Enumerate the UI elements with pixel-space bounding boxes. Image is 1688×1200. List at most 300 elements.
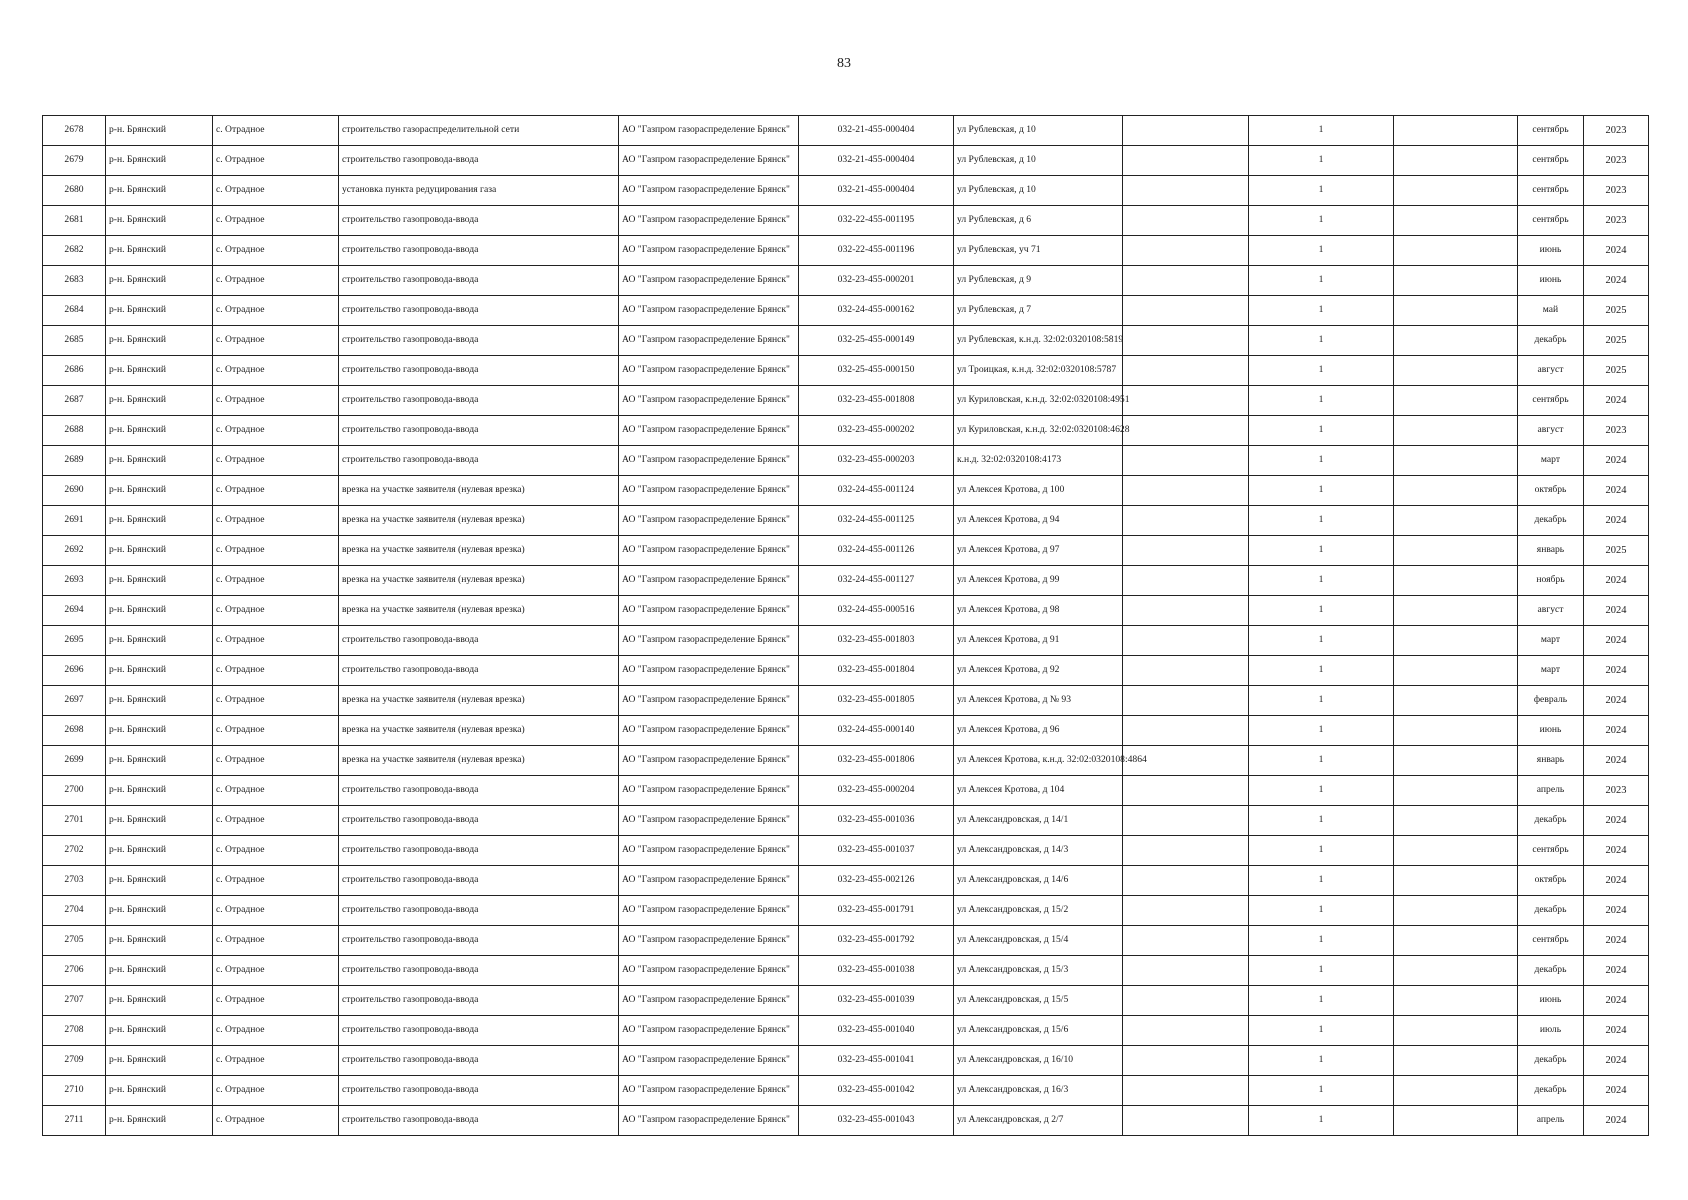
organization-cell: АО "Газпром газораспределение Брянск" xyxy=(619,596,799,626)
application-code-cell: 032-25-455-000150 xyxy=(799,356,954,386)
application-code-cell: 032-21-455-000404 xyxy=(799,116,954,146)
quantity-cell: 1 xyxy=(1249,1016,1394,1046)
empty-cell xyxy=(1394,686,1518,716)
empty-cell xyxy=(1123,236,1249,266)
empty-cell xyxy=(1394,776,1518,806)
locality-cell: с. Отрадное xyxy=(213,446,339,476)
application-code-cell: 032-23-455-001791 xyxy=(799,896,954,926)
address-cell: ул Рублевская, уч 71 xyxy=(954,236,1123,266)
application-code-cell: 032-24-455-000516 xyxy=(799,596,954,626)
locality-cell: с. Отрадное xyxy=(213,206,339,236)
table-row xyxy=(43,236,1649,266)
work-type-cell: строительство газопровода-ввода xyxy=(339,266,619,296)
row-number: 2708 xyxy=(43,1016,106,1046)
month-cell: сентябрь xyxy=(1518,926,1584,956)
table-row xyxy=(43,296,1649,326)
year-cell: 2023 xyxy=(1584,206,1649,236)
locality-cell: с. Отрадное xyxy=(213,596,339,626)
work-type-cell: строительство газопровода-ввода xyxy=(339,1046,619,1076)
quantity-cell: 1 xyxy=(1249,1106,1394,1136)
quantity-cell: 1 xyxy=(1249,746,1394,776)
district-cell: р-н. Брянский xyxy=(106,446,213,476)
table-row xyxy=(43,446,1649,476)
quantity-cell: 1 xyxy=(1249,476,1394,506)
address-cell: ул Алексея Кротова, д 96 xyxy=(954,716,1123,746)
row-number: 2711 xyxy=(43,1106,106,1136)
empty-cell xyxy=(1123,386,1249,416)
locality-cell: с. Отрадное xyxy=(213,716,339,746)
application-code-cell: 032-23-455-000202 xyxy=(799,416,954,446)
district-cell: р-н. Брянский xyxy=(106,656,213,686)
month-cell: август xyxy=(1518,356,1584,386)
month-cell: сентябрь xyxy=(1518,146,1584,176)
organization-cell: АО "Газпром газораспределение Брянск" xyxy=(619,806,799,836)
address-cell: ул Александровская, д 14/1 xyxy=(954,806,1123,836)
address-cell: ул Александровская, д 14/6 xyxy=(954,866,1123,896)
empty-cell xyxy=(1394,506,1518,536)
address-cell: ул Александровская, д 14/3 xyxy=(954,836,1123,866)
address-cell: ул Рублевская, д 10 xyxy=(954,176,1123,206)
organization-cell: АО "Газпром газораспределение Брянск" xyxy=(619,146,799,176)
address-cell: ул Александровская, д 2/7 xyxy=(954,1106,1123,1136)
empty-cell xyxy=(1123,806,1249,836)
application-code-cell: 032-23-455-001040 xyxy=(799,1016,954,1046)
district-cell: р-н. Брянский xyxy=(106,866,213,896)
organization-cell: АО "Газпром газораспределение Брянск" xyxy=(619,506,799,536)
empty-cell xyxy=(1123,836,1249,866)
year-cell: 2025 xyxy=(1584,296,1649,326)
district-cell: р-н. Брянский xyxy=(106,896,213,926)
empty-cell xyxy=(1394,176,1518,206)
empty-cell xyxy=(1123,1046,1249,1076)
row-number: 2705 xyxy=(43,926,106,956)
work-type-cell: строительство газораспределительной сети xyxy=(339,116,619,146)
empty-cell xyxy=(1394,266,1518,296)
district-cell: р-н. Брянский xyxy=(106,386,213,416)
quantity-cell: 1 xyxy=(1249,986,1394,1016)
quantity-cell: 1 xyxy=(1249,896,1394,926)
row-number: 2680 xyxy=(43,176,106,206)
table-row xyxy=(43,1046,1649,1076)
empty-cell xyxy=(1123,266,1249,296)
empty-cell xyxy=(1123,596,1249,626)
application-code-cell: 032-24-455-001126 xyxy=(799,536,954,566)
organization-cell: АО "Газпром газораспределение Брянск" xyxy=(619,416,799,446)
organization-cell: АО "Газпром газораспределение Брянск" xyxy=(619,1046,799,1076)
month-cell: декабрь xyxy=(1518,956,1584,986)
empty-cell xyxy=(1123,416,1249,446)
address-cell: ул Алексея Кротова, д 100 xyxy=(954,476,1123,506)
month-cell: сентябрь xyxy=(1518,116,1584,146)
month-cell: март xyxy=(1518,626,1584,656)
page-number: 83 xyxy=(837,56,851,71)
month-cell: сентябрь xyxy=(1518,176,1584,206)
table-row xyxy=(43,476,1649,506)
empty-cell xyxy=(1123,116,1249,146)
empty-cell xyxy=(1394,986,1518,1016)
work-type-cell: строительство газопровода-ввода xyxy=(339,446,619,476)
district-cell: р-н. Брянский xyxy=(106,746,213,776)
work-type-cell: строительство газопровода-ввода xyxy=(339,986,619,1016)
application-code-cell: 032-23-455-001043 xyxy=(799,1106,954,1136)
month-cell: июнь xyxy=(1518,266,1584,296)
row-number: 2706 xyxy=(43,956,106,986)
empty-cell xyxy=(1394,236,1518,266)
locality-cell: с. Отрадное xyxy=(213,536,339,566)
organization-cell: АО "Газпром газораспределение Брянск" xyxy=(619,746,799,776)
empty-cell xyxy=(1123,656,1249,686)
locality-cell: с. Отрадное xyxy=(213,986,339,1016)
work-type-cell: строительство газопровода-ввода xyxy=(339,386,619,416)
empty-cell xyxy=(1394,1046,1518,1076)
district-cell: р-н. Брянский xyxy=(106,686,213,716)
month-cell: июль xyxy=(1518,1016,1584,1046)
row-number: 2697 xyxy=(43,686,106,716)
month-cell: декабрь xyxy=(1518,506,1584,536)
table-row xyxy=(43,1106,1649,1136)
table-row xyxy=(43,266,1649,296)
organization-cell: АО "Газпром газораспределение Брянск" xyxy=(619,896,799,926)
month-cell: октябрь xyxy=(1518,866,1584,896)
empty-cell xyxy=(1394,296,1518,326)
work-type-cell: строительство газопровода-ввода xyxy=(339,416,619,446)
month-cell: декабрь xyxy=(1518,1076,1584,1106)
locality-cell: с. Отрадное xyxy=(213,1106,339,1136)
organization-cell: АО "Газпром газораспределение Брянск" xyxy=(619,926,799,956)
locality-cell: с. Отрадное xyxy=(213,326,339,356)
organization-cell: АО "Газпром газораспределение Брянск" xyxy=(619,326,799,356)
table-row xyxy=(43,746,1649,776)
quantity-cell: 1 xyxy=(1249,506,1394,536)
row-number: 2707 xyxy=(43,986,106,1016)
month-cell: сентябрь xyxy=(1518,836,1584,866)
year-cell: 2025 xyxy=(1584,326,1649,356)
address-cell: ул Алексея Кротова, д 92 xyxy=(954,656,1123,686)
quantity-cell: 1 xyxy=(1249,596,1394,626)
year-cell: 2024 xyxy=(1584,836,1649,866)
row-number: 2703 xyxy=(43,866,106,896)
table-row xyxy=(43,596,1649,626)
quantity-cell: 1 xyxy=(1249,656,1394,686)
month-cell: февраль xyxy=(1518,686,1584,716)
organization-cell: АО "Газпром газораспределение Брянск" xyxy=(619,656,799,686)
organization-cell: АО "Газпром газораспределение Брянск" xyxy=(619,866,799,896)
row-number: 2702 xyxy=(43,836,106,866)
year-cell: 2024 xyxy=(1584,926,1649,956)
quantity-cell: 1 xyxy=(1249,866,1394,896)
month-cell: сентябрь xyxy=(1518,386,1584,416)
empty-cell xyxy=(1123,566,1249,596)
locality-cell: с. Отрадное xyxy=(213,956,339,986)
address-cell: ул Троицкая, к.н.д. 32:02:0320108:5787 xyxy=(954,356,1123,386)
application-code-cell: 032-25-455-000149 xyxy=(799,326,954,356)
year-cell: 2024 xyxy=(1584,476,1649,506)
empty-cell xyxy=(1394,836,1518,866)
district-cell: р-н. Брянский xyxy=(106,356,213,386)
empty-cell xyxy=(1394,896,1518,926)
work-type-cell: строительство газопровода-ввода xyxy=(339,896,619,926)
work-type-cell: врезка на участке заявителя (нулевая врезка) xyxy=(339,596,619,626)
row-number: 2710 xyxy=(43,1076,106,1106)
application-code-cell: 032-24-455-000140 xyxy=(799,716,954,746)
table-row xyxy=(43,356,1649,386)
district-cell: р-н. Брянский xyxy=(106,1106,213,1136)
month-cell: март xyxy=(1518,446,1584,476)
organization-cell: АО "Газпром газораспределение Брянск" xyxy=(619,536,799,566)
quantity-cell: 1 xyxy=(1249,446,1394,476)
year-cell: 2025 xyxy=(1584,536,1649,566)
empty-cell xyxy=(1394,326,1518,356)
address-cell: ул Рублевская, д 7 xyxy=(954,296,1123,326)
table-row xyxy=(43,386,1649,416)
district-cell: р-н. Брянский xyxy=(106,296,213,326)
month-cell: ноябрь xyxy=(1518,566,1584,596)
address-cell: ул Рублевская, д 10 xyxy=(954,146,1123,176)
locality-cell: с. Отрадное xyxy=(213,656,339,686)
row-number: 2696 xyxy=(43,656,106,686)
row-number: 2684 xyxy=(43,296,106,326)
district-cell: р-н. Брянский xyxy=(106,986,213,1016)
district-cell: р-н. Брянский xyxy=(106,236,213,266)
organization-cell: АО "Газпром газораспределение Брянск" xyxy=(619,176,799,206)
empty-cell xyxy=(1394,866,1518,896)
empty-cell xyxy=(1123,716,1249,746)
locality-cell: с. Отрадное xyxy=(213,116,339,146)
locality-cell: с. Отрадное xyxy=(213,266,339,296)
row-number: 2690 xyxy=(43,476,106,506)
address-cell: ул Рублевская, д 9 xyxy=(954,266,1123,296)
application-code-cell: 032-23-455-001792 xyxy=(799,926,954,956)
year-cell: 2024 xyxy=(1584,506,1649,536)
work-type-cell: строительство газопровода-ввода xyxy=(339,1016,619,1046)
work-type-cell: строительство газопровода-ввода xyxy=(339,626,619,656)
organization-cell: АО "Газпром газораспределение Брянск" xyxy=(619,386,799,416)
work-type-cell: строительство газопровода-ввода xyxy=(339,866,619,896)
empty-cell xyxy=(1123,896,1249,926)
month-cell: июнь xyxy=(1518,716,1584,746)
month-cell: декабрь xyxy=(1518,806,1584,836)
row-number: 2693 xyxy=(43,566,106,596)
empty-cell xyxy=(1394,926,1518,956)
address-cell: ул Алексея Кротова, д № 93 xyxy=(954,686,1123,716)
address-cell: ул Алексея Кротова, д 98 xyxy=(954,596,1123,626)
quantity-cell: 1 xyxy=(1249,1046,1394,1076)
table-row xyxy=(43,956,1649,986)
row-number: 2700 xyxy=(43,776,106,806)
application-code-cell: 032-23-455-001037 xyxy=(799,836,954,866)
application-code-cell: 032-24-455-001127 xyxy=(799,566,954,596)
district-cell: р-н. Брянский xyxy=(106,416,213,446)
quantity-cell: 1 xyxy=(1249,326,1394,356)
district-cell: р-н. Брянский xyxy=(106,266,213,296)
quantity-cell: 1 xyxy=(1249,626,1394,656)
month-cell: сентябрь xyxy=(1518,206,1584,236)
table-row xyxy=(43,776,1649,806)
address-cell: ул Рублевская, к.н.д. 32:02:0320108:5819 xyxy=(954,326,1123,356)
address-cell: ул Куриловская, к.н.д. 32:02:0320108:4628 xyxy=(954,416,1123,446)
address-cell: ул Рублевская, д 6 xyxy=(954,206,1123,236)
month-cell: август xyxy=(1518,416,1584,446)
empty-cell xyxy=(1394,716,1518,746)
row-number: 2698 xyxy=(43,716,106,746)
organization-cell: АО "Газпром газораспределение Брянск" xyxy=(619,116,799,146)
work-type-cell: строительство газопровода-ввода xyxy=(339,806,619,836)
year-cell: 2024 xyxy=(1584,806,1649,836)
organization-cell: АО "Газпром газораспределение Брянск" xyxy=(619,716,799,746)
work-type-cell: врезка на участке заявителя (нулевая врезка) xyxy=(339,566,619,596)
empty-cell xyxy=(1394,1106,1518,1136)
locality-cell: с. Отрадное xyxy=(213,806,339,836)
work-type-cell: строительство газопровода-ввода xyxy=(339,656,619,686)
year-cell: 2024 xyxy=(1584,266,1649,296)
locality-cell: с. Отрадное xyxy=(213,566,339,596)
empty-cell xyxy=(1123,476,1249,506)
application-code-cell: 032-22-455-001196 xyxy=(799,236,954,266)
quantity-cell: 1 xyxy=(1249,566,1394,596)
year-cell: 2024 xyxy=(1584,896,1649,926)
quantity-cell: 1 xyxy=(1249,266,1394,296)
organization-cell: АО "Газпром газораспределение Брянск" xyxy=(619,236,799,266)
application-code-cell: 032-23-455-001806 xyxy=(799,746,954,776)
year-cell: 2024 xyxy=(1584,986,1649,1016)
address-cell: ул Рублевская, д 10 xyxy=(954,116,1123,146)
row-number: 2682 xyxy=(43,236,106,266)
year-cell: 2025 xyxy=(1584,356,1649,386)
empty-cell xyxy=(1394,146,1518,176)
district-cell: р-н. Брянский xyxy=(106,146,213,176)
district-cell: р-н. Брянский xyxy=(106,596,213,626)
row-number: 2709 xyxy=(43,1046,106,1076)
organization-cell: АО "Газпром газораспределение Брянск" xyxy=(619,206,799,236)
application-code-cell: 032-23-455-001041 xyxy=(799,1046,954,1076)
gasification-schedule-table xyxy=(42,115,1649,1136)
address-cell: ул Александровская, д 15/4 xyxy=(954,926,1123,956)
year-cell: 2024 xyxy=(1584,1016,1649,1046)
locality-cell: с. Отрадное xyxy=(213,926,339,956)
district-cell: р-н. Брянский xyxy=(106,566,213,596)
locality-cell: с. Отрадное xyxy=(213,386,339,416)
quantity-cell: 1 xyxy=(1249,236,1394,266)
application-code-cell: 032-23-455-001036 xyxy=(799,806,954,836)
table-row xyxy=(43,896,1649,926)
quantity-cell: 1 xyxy=(1249,716,1394,746)
row-number: 2686 xyxy=(43,356,106,386)
row-number: 2685 xyxy=(43,326,106,356)
address-cell: ул Алексея Кротова, д 99 xyxy=(954,566,1123,596)
application-code-cell: 032-23-455-001803 xyxy=(799,626,954,656)
table-row xyxy=(43,836,1649,866)
year-cell: 2023 xyxy=(1584,116,1649,146)
district-cell: р-н. Брянский xyxy=(106,716,213,746)
row-number: 2683 xyxy=(43,266,106,296)
empty-cell xyxy=(1394,356,1518,386)
organization-cell: АО "Газпром газораспределение Брянск" xyxy=(619,956,799,986)
quantity-cell: 1 xyxy=(1249,536,1394,566)
application-code-cell: 032-24-455-001125 xyxy=(799,506,954,536)
district-cell: р-н. Брянский xyxy=(106,776,213,806)
address-cell: ул Алексея Кротова, д 91 xyxy=(954,626,1123,656)
table-body xyxy=(43,116,1649,1136)
application-code-cell: 032-23-455-001808 xyxy=(799,386,954,416)
empty-cell xyxy=(1123,506,1249,536)
organization-cell: АО "Газпром газораспределение Брянск" xyxy=(619,356,799,386)
work-type-cell: установка пункта редуцирования газа xyxy=(339,176,619,206)
empty-cell xyxy=(1394,416,1518,446)
empty-cell xyxy=(1123,686,1249,716)
work-type-cell: строительство газопровода-ввода xyxy=(339,296,619,326)
month-cell: январь xyxy=(1518,536,1584,566)
row-number: 2679 xyxy=(43,146,106,176)
quantity-cell: 1 xyxy=(1249,806,1394,836)
work-type-cell: строительство газопровода-ввода xyxy=(339,356,619,386)
row-number: 2678 xyxy=(43,116,106,146)
month-cell: декабрь xyxy=(1518,326,1584,356)
year-cell: 2023 xyxy=(1584,416,1649,446)
quantity-cell: 1 xyxy=(1249,416,1394,446)
quantity-cell: 1 xyxy=(1249,956,1394,986)
application-code-cell: 032-23-455-001039 xyxy=(799,986,954,1016)
application-code-cell: 032-22-455-001195 xyxy=(799,206,954,236)
organization-cell: АО "Газпром газораспределение Брянск" xyxy=(619,1106,799,1136)
year-cell: 2024 xyxy=(1584,746,1649,776)
month-cell: декабрь xyxy=(1518,896,1584,926)
quantity-cell: 1 xyxy=(1249,116,1394,146)
address-cell: ул Александровская, д 15/3 xyxy=(954,956,1123,986)
locality-cell: с. Отрадное xyxy=(213,896,339,926)
address-cell: ул Алексея Кротова, д 94 xyxy=(954,506,1123,536)
district-cell: р-н. Брянский xyxy=(106,836,213,866)
work-type-cell: врезка на участке заявителя (нулевая врезка) xyxy=(339,746,619,776)
month-cell: октябрь xyxy=(1518,476,1584,506)
application-code-cell: 032-23-455-001804 xyxy=(799,656,954,686)
district-cell: р-н. Брянский xyxy=(106,506,213,536)
locality-cell: с. Отрадное xyxy=(213,1076,339,1106)
table-row xyxy=(43,1016,1649,1046)
district-cell: р-н. Брянский xyxy=(106,176,213,206)
empty-cell xyxy=(1394,656,1518,686)
application-code-cell: 032-23-455-000204 xyxy=(799,776,954,806)
locality-cell: с. Отрадное xyxy=(213,626,339,656)
locality-cell: с. Отрадное xyxy=(213,476,339,506)
district-cell: р-н. Брянский xyxy=(106,926,213,956)
quantity-cell: 1 xyxy=(1249,176,1394,206)
work-type-cell: строительство газопровода-ввода xyxy=(339,776,619,806)
year-cell: 2023 xyxy=(1584,176,1649,206)
table-row xyxy=(43,536,1649,566)
row-number: 2691 xyxy=(43,506,106,536)
locality-cell: с. Отрадное xyxy=(213,866,339,896)
district-cell: р-н. Брянский xyxy=(106,536,213,566)
year-cell: 2024 xyxy=(1584,686,1649,716)
address-cell: ул Александровская, д 15/2 xyxy=(954,896,1123,926)
organization-cell: АО "Газпром газораспределение Брянск" xyxy=(619,296,799,326)
table-row xyxy=(43,146,1649,176)
year-cell: 2024 xyxy=(1584,716,1649,746)
empty-cell xyxy=(1394,1016,1518,1046)
application-code-cell: 032-21-455-000404 xyxy=(799,146,954,176)
district-cell: р-н. Брянский xyxy=(106,206,213,236)
application-code-cell: 032-24-455-000162 xyxy=(799,296,954,326)
table-row xyxy=(43,686,1649,716)
address-cell: ул Алексея Кротова, к.н.д. 32:02:0320108:4864 xyxy=(954,746,1123,776)
address-cell: ул Алексея Кротова, д 97 xyxy=(954,536,1123,566)
empty-cell xyxy=(1394,476,1518,506)
year-cell: 2024 xyxy=(1584,956,1649,986)
row-number: 2701 xyxy=(43,806,106,836)
locality-cell: с. Отрадное xyxy=(213,356,339,386)
empty-cell xyxy=(1394,596,1518,626)
empty-cell xyxy=(1394,566,1518,596)
